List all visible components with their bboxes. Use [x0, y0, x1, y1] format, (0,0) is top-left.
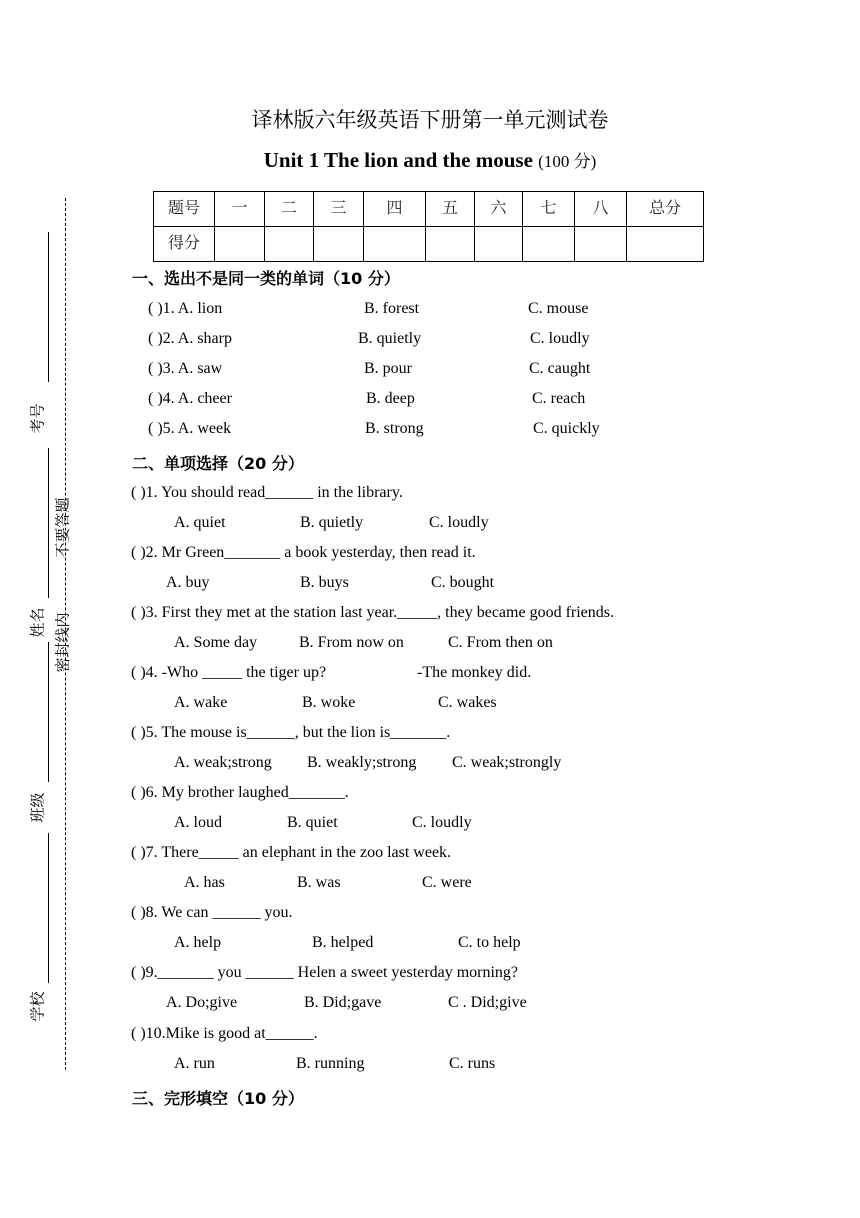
- s2-q5-c: C. weak;strongly: [452, 754, 562, 771]
- s2-q2-c: C. bought: [431, 574, 495, 591]
- s2-q1: ( )1. You should read______ in the library.: [131, 484, 403, 501]
- s2-q4: ( )4. -Who _____ the tiger up?: [131, 664, 327, 681]
- section3-heading: 三、完形填空（10 分）: [132, 1089, 304, 1108]
- s2-q8: ( )8. We can ______ you.: [131, 904, 293, 921]
- s1-item-3-b: B. pour: [364, 360, 412, 377]
- s1-item-2-b: B. quietly: [358, 330, 422, 347]
- s2-q7-a: A. has: [184, 874, 225, 891]
- table-cell: 二: [265, 192, 314, 227]
- s1-item-3-c: C. caught: [529, 360, 591, 377]
- s2-q9-c: C . Did;give: [448, 994, 527, 1011]
- s1-item-5-a: ( )5. A. week: [148, 420, 232, 437]
- page-subtitle: [0, 147, 860, 173]
- s2-q6-b: B. quiet: [287, 814, 338, 831]
- score-input-cell[interactable]: [426, 227, 475, 262]
- s1-item-1-c: C. mouse: [528, 300, 589, 317]
- school-line: [48, 833, 49, 983]
- s1-item-4-a: ( )4. A. cheer: [148, 390, 232, 407]
- table-cell: 六: [475, 192, 523, 227]
- class-line: [48, 642, 49, 782]
- s2-q4-a: A. wake: [174, 694, 228, 711]
- s2-q1-b: B. quietly: [300, 514, 364, 531]
- s2-q4-answer: -The monkey did.: [417, 664, 532, 681]
- score-input-cell[interactable]: [627, 227, 704, 262]
- subtitle-points: (100 分): [538, 152, 597, 171]
- s2-q2: ( )2. Mr Green_______ a book yesterday, then read it.: [131, 544, 476, 561]
- table-cell: 得分: [154, 227, 215, 262]
- table-cell: 一: [215, 192, 265, 227]
- s2-q7: ( )7. There_____ an elephant in the zoo last week.: [131, 844, 452, 861]
- table-cell: 总分: [627, 192, 704, 227]
- section2-heading: 二、单项选择（20 分）: [132, 454, 304, 473]
- score-input-cell[interactable]: [314, 227, 364, 262]
- s2-q8-b: B. helped: [312, 934, 374, 951]
- s2-q1-c: C. loudly: [429, 514, 489, 531]
- score-input-cell[interactable]: [215, 227, 265, 262]
- table-cell: 八: [575, 192, 627, 227]
- seal-label: 密封线内: [53, 612, 72, 673]
- s1-item-3-a: ( )3. A. saw: [148, 360, 223, 377]
- table-cell: 七: [523, 192, 575, 227]
- score-input-cell[interactable]: [475, 227, 523, 262]
- s2-q6-a: A. loud: [174, 814, 222, 831]
- school-label: 学校: [28, 991, 47, 1022]
- s2-q5: ( )5. The mouse is______, but the lion is_______.: [131, 724, 451, 741]
- s2-q9-a: A. Do;give: [166, 994, 238, 1011]
- s1-item-5-b: B. strong: [365, 420, 424, 437]
- s2-q8-c: C. to help: [458, 934, 521, 951]
- s2-q5-b: B. weakly;strong: [307, 754, 417, 771]
- no-answer-label: 不要答题: [53, 497, 72, 558]
- section1-heading: 一、选出不是同一类的单词（10 分）: [132, 269, 400, 288]
- s2-q1-a: A. quiet: [174, 514, 226, 531]
- table-cell: 四: [364, 192, 426, 227]
- s1-item-4-c: C. reach: [532, 390, 586, 407]
- table-cell: 五: [426, 192, 475, 227]
- s2-q8-a: A. help: [174, 934, 222, 951]
- s2-q2-b: B. buys: [300, 574, 349, 591]
- s1-item-2-a: ( )2. A. sharp: [148, 330, 232, 347]
- s1-item-1-a: ( )1. A. lion: [148, 300, 223, 317]
- s2-q3-b: B. From now on: [299, 634, 404, 651]
- s2-q5-a: A. weak;strong: [174, 754, 272, 771]
- s1-item-1-b: B. forest: [364, 300, 420, 317]
- score-table-score-row: [154, 227, 704, 262]
- s2-q9: ( )9._______ you ______ Helen a sweet yesterday morning?: [131, 964, 519, 981]
- s2-q10: ( )10.Mike is good at______.: [131, 1025, 318, 1042]
- subtitle-main: Unit 1 The lion and the mouse: [263, 148, 533, 172]
- table-cell: 三: [314, 192, 364, 227]
- score-input-cell[interactable]: [575, 227, 627, 262]
- s2-q7-b: B. was: [297, 874, 341, 891]
- s1-item-5-c: C. quickly: [533, 420, 600, 437]
- score-table-header-row: [154, 192, 704, 227]
- score-input-cell[interactable]: [364, 227, 426, 262]
- score-input-cell[interactable]: [523, 227, 575, 262]
- exam-no-line: [48, 232, 49, 382]
- table-cell: 题号: [154, 192, 215, 227]
- s2-q3-a: A. Some day: [174, 634, 258, 651]
- s2-q4-b: B. woke: [302, 694, 356, 711]
- score-input-cell[interactable]: [265, 227, 314, 262]
- s2-q10-a: A. run: [174, 1055, 215, 1072]
- s2-q7-c: C. were: [422, 874, 472, 891]
- s2-q4-c: C. wakes: [438, 694, 497, 711]
- s2-q3: ( )3. First they met at the station last year._____, they became good friends.: [131, 604, 614, 621]
- s2-q9-b: B. Did;gave: [304, 994, 382, 1011]
- s1-item-4-b: B. deep: [366, 390, 415, 407]
- s2-q6-c: C. loudly: [412, 814, 472, 831]
- s1-item-2-c: C. loudly: [530, 330, 590, 347]
- s2-q3-c: C. From then on: [448, 634, 553, 651]
- s2-q10-b: B. running: [296, 1055, 365, 1072]
- exam-no-label: 考号: [28, 403, 47, 434]
- score-table: [153, 191, 704, 262]
- name-line: [48, 448, 49, 598]
- class-label: 班级: [28, 792, 47, 823]
- s2-q6: ( )6. My brother laughed_______.: [131, 784, 349, 801]
- page-title: 译林版六年级英语下册第一单元测试卷: [251, 108, 609, 132]
- name-label: 姓名: [28, 607, 47, 638]
- s2-q2-a: A. buy: [166, 574, 210, 591]
- s2-q10-c: C. runs: [449, 1055, 496, 1072]
